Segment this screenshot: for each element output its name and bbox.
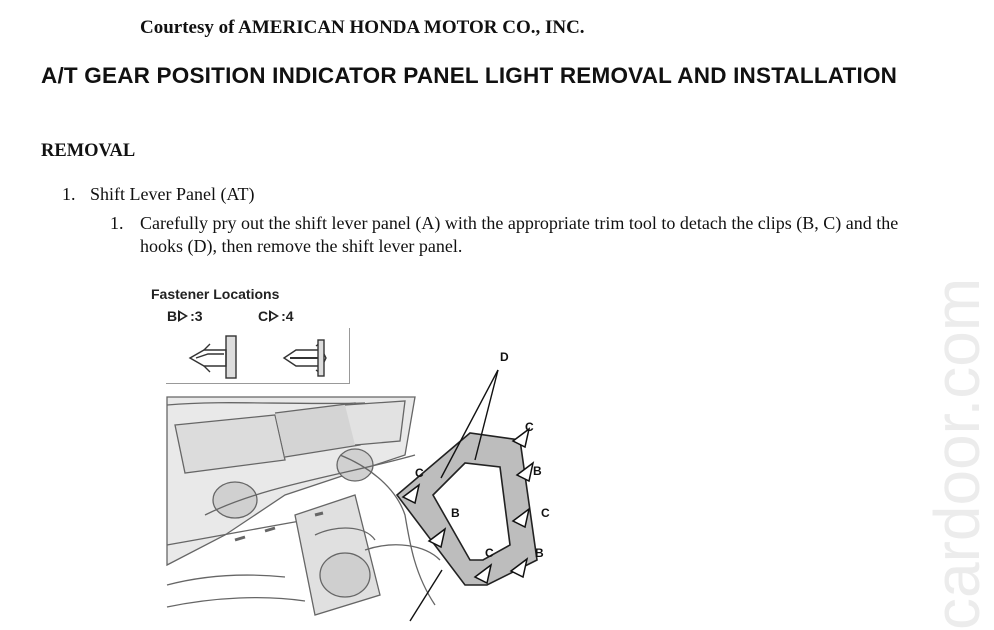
callout-b: B — [451, 506, 460, 520]
dashboard-illustration — [167, 397, 440, 615]
callout-b: B — [535, 546, 544, 560]
step-label: Shift Lever Panel (AT) — [90, 184, 255, 204]
shift-panel-diagram — [165, 345, 725, 628]
shift-lever-panel — [397, 433, 537, 585]
legend-letter-c: C — [258, 308, 269, 324]
legend-count-c: :4 — [281, 308, 294, 324]
callout-d: D — [500, 350, 509, 364]
watermark — [912, 277, 993, 630]
callout-b: B — [533, 464, 542, 478]
fastener-legend — [151, 286, 294, 324]
section-heading: REMOVAL — [41, 141, 136, 161]
watermark-text: cardoor.com — [921, 277, 993, 630]
triangle-icon — [178, 310, 188, 322]
callout-c: C — [525, 420, 534, 434]
legend-entry-b — [167, 308, 203, 324]
substep-number: 1. — [110, 213, 124, 233]
courtesy-line: Courtesy of AMERICAN HONDA MOTOR CO., INC. — [140, 17, 585, 38]
callout-c: C — [485, 546, 494, 560]
callout-c: C — [415, 466, 424, 480]
legend-count-b: :3 — [190, 308, 203, 324]
page-title: A/T GEAR POSITION INDICATOR PANEL LIGHT REMOVAL AND INSTALLATION — [41, 63, 898, 88]
legend-letter-b: B — [167, 308, 178, 324]
legend-entry-c — [258, 308, 294, 324]
step-number: 1. — [62, 184, 76, 204]
substep-text: Carefully pry out the shift lever panel (A) with the appropriate trim tool to detach the clips (B, C) and the hooks (D), then remove the shift lever panel. — [140, 213, 899, 256]
triangle-icon — [269, 310, 279, 322]
legend-title: Fastener Locations — [151, 286, 280, 302]
callout-c: C — [541, 506, 550, 520]
step-item — [62, 184, 254, 205]
